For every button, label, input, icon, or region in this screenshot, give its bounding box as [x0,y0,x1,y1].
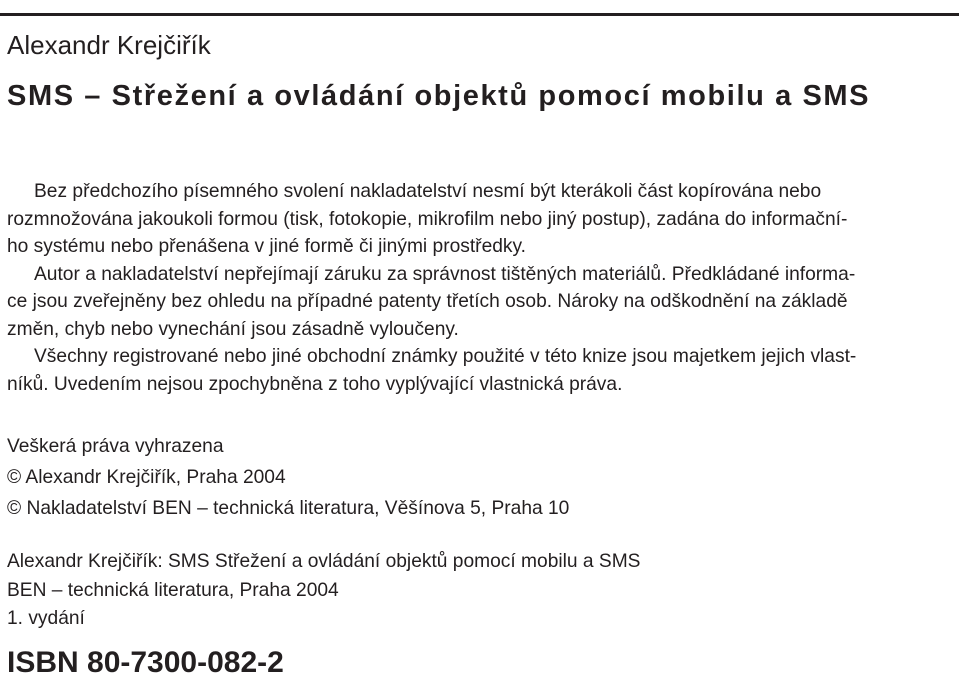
notice-paragraph [7,343,953,398]
notice-line: změn, chyb nebo vynechání jsou zásadně vyloučeny. [7,318,459,340]
book-title: SMS – Střežení a ovládání objektů pomocí mobilu a SMS [7,80,871,112]
notice-line: ce jsou zveřejněny bez ohledu na případné patenty třetích osob. Nároky na odškodnění na základě [7,291,848,312]
top-rule [0,13,959,16]
notice-line: ho systému nebo přenášena v jiné formě či jinými prostředky. [7,236,527,257]
copyright-notice [7,178,953,398]
citation-block [7,548,640,634]
author-name: Alexandr Krejčiřík [7,30,211,60]
notice-line: Autor a nakladatelství nepřejímají záruku za správnost tištěných materiálů. Předkládané informa- [34,263,856,285]
citation-edition: 1. vydání [7,608,85,629]
notice-line: Všechny registrované nebo jiné obchodní známky použité v této knize jsou majetkem jejich vlast- [34,346,857,367]
citation-publisher-line: BEN – technická literatura, Praha 2004 [7,579,339,601]
citation-title-line: Alexandr Krejčiřík: SMS Střežení a ovládání objektů pomocí mobilu a SMS [7,551,641,572]
notice-line: Bez předchozího písemného svolení nakladatelství nesmí být kterákoli část kopírována nebo [34,181,822,202]
notice-paragraph [7,178,953,261]
notice-paragraph [7,261,953,344]
notice-line: rozmnožována jakoukoli formou (tisk, fotokopie, mikrofilm nebo jiný postup), zadána do informační- [7,208,848,230]
notice-line: níků. Uvedením nejsou zpochybněna z toho vyplývající vlastnická práva. [7,373,623,395]
rights-reserved: Veškerá práva vyhrazena [7,436,224,457]
isbn: ISBN 80-7300-082-2 [7,646,284,679]
copyright-publisher: © Nakladatelství BEN – technická literatura, Věšínova 5, Praha 10 [7,498,570,519]
copyright-author: © Alexandr Krejčiřík, Praha 2004 [7,467,286,488]
rights-block [7,431,569,524]
